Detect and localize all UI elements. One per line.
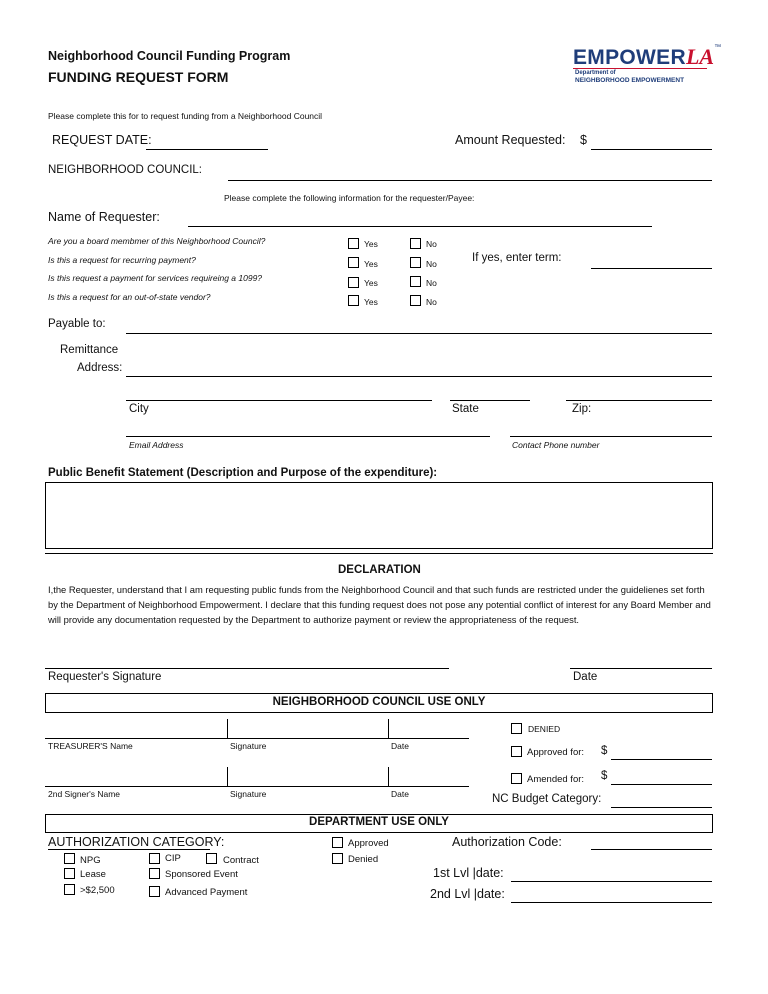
over-2500-label: >$2,500 — [80, 885, 115, 896]
contract-label: Contract — [223, 855, 259, 866]
declaration-title: DECLARATION — [338, 564, 421, 576]
approved-for-label: Approved for: — [527, 747, 585, 758]
zip-field[interactable] — [566, 400, 712, 401]
board-member-yes-checkbox[interactable] — [348, 238, 359, 249]
second-signer-divider — [227, 767, 228, 787]
authorization-code-label: Authorization Code: — [452, 835, 562, 849]
nc-denied-checkbox[interactable] — [511, 723, 522, 734]
1099-no-checkbox[interactable] — [410, 276, 421, 287]
treasurer-signature-label: Signature — [230, 741, 267, 751]
advanced-payment-checkbox[interactable] — [149, 886, 160, 897]
requester-signature-date-field[interactable] — [570, 668, 712, 669]
treasurer-divider — [227, 719, 228, 739]
instructions: Please complete this for to request funding from a Neighborhood Council — [48, 111, 323, 121]
second-level-date-label: 2nd Lvl |date: — [430, 887, 505, 901]
treasurer-divider — [388, 719, 389, 739]
dept-approved-checkbox[interactable] — [332, 837, 343, 848]
address-label: Address: — [77, 362, 123, 374]
treasurer-date-label: Date — [391, 741, 409, 751]
empowerla-logo — [573, 44, 721, 70]
remittance-label: Remittance — [60, 344, 119, 356]
dept-denied-label: Denied — [348, 854, 379, 865]
amount-requested-field[interactable] — [591, 149, 712, 150]
sponsored-event-label: Sponsored Event — [165, 869, 238, 880]
yes-label: Yes — [364, 278, 378, 288]
yes-label: Yes — [364, 297, 378, 307]
logo-dept-line1: Department of — [575, 70, 616, 76]
department-use-only-bar — [45, 814, 713, 833]
authorization-category-label: AUTHORIZATION CATEGORY: — [48, 835, 225, 849]
1099-yes-checkbox[interactable] — [348, 277, 359, 288]
logo-dept-line2: NEIGHBORHOOD EMPOWERMENT — [575, 77, 685, 84]
yes-label: Yes — [364, 239, 378, 249]
request-date-label: REQUEST DATE: — [52, 133, 152, 147]
first-level-date-label: 1st Lvl |date: — [433, 866, 504, 880]
second-signer-date-label: Date — [391, 789, 409, 799]
second-signer-divider — [388, 767, 389, 787]
dept-approved-label: Approved — [348, 838, 389, 849]
nc-denied-label: DENIED — [528, 724, 561, 734]
email-field[interactable] — [126, 436, 490, 437]
no-label: No — [426, 297, 437, 307]
amended-for-checkbox[interactable] — [511, 773, 522, 784]
email-label: Email Address — [129, 440, 184, 450]
amended-currency: $ — [601, 770, 608, 782]
nc-use-only-title: NEIGHBORHOOD COUNCIL USE ONLY — [272, 696, 486, 708]
declaration-text: I,the Requester, understand that I am requesting public funds from the Neighborhood Council and that such funds are restricted under the guidelienes set forth by the Department of Neighborhood Empowerment. I declare that this funding request does not pose any potential conflict of interest for any Board Member and will provide any documentation requested by the Department to authorize payment or review the appropriateness of the request. — [48, 584, 711, 625]
recurring-yes-checkbox[interactable] — [348, 257, 359, 268]
logo-brand: EMPOWER — [573, 46, 686, 69]
amount-currency: $ — [580, 133, 587, 147]
npg-checkbox[interactable] — [64, 853, 75, 864]
question-out-of-state: Is this a request for an out-of-state vendor? — [48, 292, 211, 302]
phone-label: Contact Phone number — [512, 440, 600, 450]
department-use-only-title: DEPARTMENT USE ONLY — [309, 816, 449, 828]
npg-label: NPG — [80, 855, 101, 866]
city-field[interactable] — [126, 400, 432, 401]
payable-to-label: Payable to: — [48, 318, 106, 330]
question-recurring: Is this a request for recurring payment? — [48, 255, 196, 265]
form-title: FUNDING REQUEST FORM — [48, 69, 229, 85]
question-board-member: Are you a board membmer of this Neighborhood Council? — [48, 236, 266, 246]
zip-label: Zip: — [572, 403, 592, 415]
cip-checkbox[interactable] — [149, 853, 160, 864]
state-label: State — [452, 403, 479, 415]
divider — [45, 553, 713, 554]
cip-label: CIP — [165, 853, 181, 864]
nc-budget-category-field[interactable] — [611, 807, 712, 808]
city-label: City — [129, 403, 149, 415]
nc-use-only-bar — [45, 693, 713, 713]
public-benefit-label: Public Benefit Statement (Description and Purpose of the expenditure): — [48, 467, 438, 479]
authorization-code-field[interactable] — [591, 849, 712, 850]
requester-name-field[interactable] — [188, 226, 652, 227]
question-1099: Is this request a payment for services requireing a 1099? — [48, 273, 263, 283]
public-benefit-textarea[interactable] — [45, 482, 713, 549]
approved-amount-field[interactable] — [611, 759, 712, 760]
amended-for-label: Amended for: — [527, 774, 585, 785]
out-of-state-no-checkbox[interactable] — [410, 295, 421, 306]
first-level-date-field[interactable] — [511, 881, 712, 882]
requester-signature-label: Requester's Signature — [48, 671, 162, 683]
program-title: Neighborhood Council Funding Program — [48, 49, 291, 63]
second-signer-signature-label: Signature — [230, 789, 267, 799]
second-level-date-field[interactable] — [511, 902, 712, 903]
no-label: No — [426, 278, 437, 288]
lease-checkbox[interactable] — [64, 868, 75, 879]
neighborhood-council-field[interactable] — [228, 180, 712, 181]
state-field[interactable] — [450, 400, 530, 401]
term-label: If yes, enter term: — [472, 252, 562, 264]
recurring-no-checkbox[interactable] — [410, 257, 421, 268]
second-signer-row-line[interactable] — [45, 786, 469, 787]
signature-date-label: Date — [573, 671, 598, 683]
neighborhood-council-label: NEIGHBORHOOD COUNCIL: — [48, 164, 202, 176]
logo-brand-suffix: LA — [685, 44, 715, 69]
requester-signature-field[interactable] — [45, 668, 449, 669]
amount-requested-label: Amount Requested: — [455, 133, 566, 147]
authorization-category-underline — [48, 849, 210, 850]
no-label: No — [426, 259, 437, 269]
treasurer-row-line[interactable] — [45, 738, 469, 739]
term-field[interactable] — [591, 268, 712, 269]
logo-rule — [573, 68, 707, 69]
lease-label: Lease — [80, 869, 106, 880]
treasurer-name-label: TREASURER'S Name — [48, 741, 133, 751]
second-signer-name-label: 2nd Signer's Name — [48, 789, 121, 799]
out-of-state-yes-checkbox[interactable] — [348, 295, 359, 306]
amended-amount-field[interactable] — [611, 784, 712, 785]
dept-denied-checkbox[interactable] — [332, 853, 343, 864]
board-member-no-checkbox[interactable] — [410, 238, 421, 249]
contract-checkbox[interactable] — [206, 853, 217, 864]
address-field[interactable] — [126, 376, 712, 377]
logo-tm: ™ — [714, 44, 722, 51]
nc-budget-category-label: NC Budget Category: — [492, 793, 602, 805]
requester-intro: Please complete the following information for the requester/Payee: — [224, 193, 475, 203]
no-label: No — [426, 239, 437, 249]
over-2500-checkbox[interactable] — [64, 884, 75, 895]
requester-name-label: Name of Requester: — [48, 210, 160, 224]
sponsored-event-checkbox[interactable] — [149, 868, 160, 879]
payable-to-field[interactable] — [126, 333, 712, 334]
yes-label: Yes — [364, 259, 378, 269]
approved-currency: $ — [601, 745, 608, 757]
request-date-field[interactable] — [146, 149, 268, 150]
approved-for-checkbox[interactable] — [511, 746, 522, 757]
phone-field[interactable] — [510, 436, 712, 437]
advanced-payment-label: Advanced Payment — [165, 887, 248, 898]
